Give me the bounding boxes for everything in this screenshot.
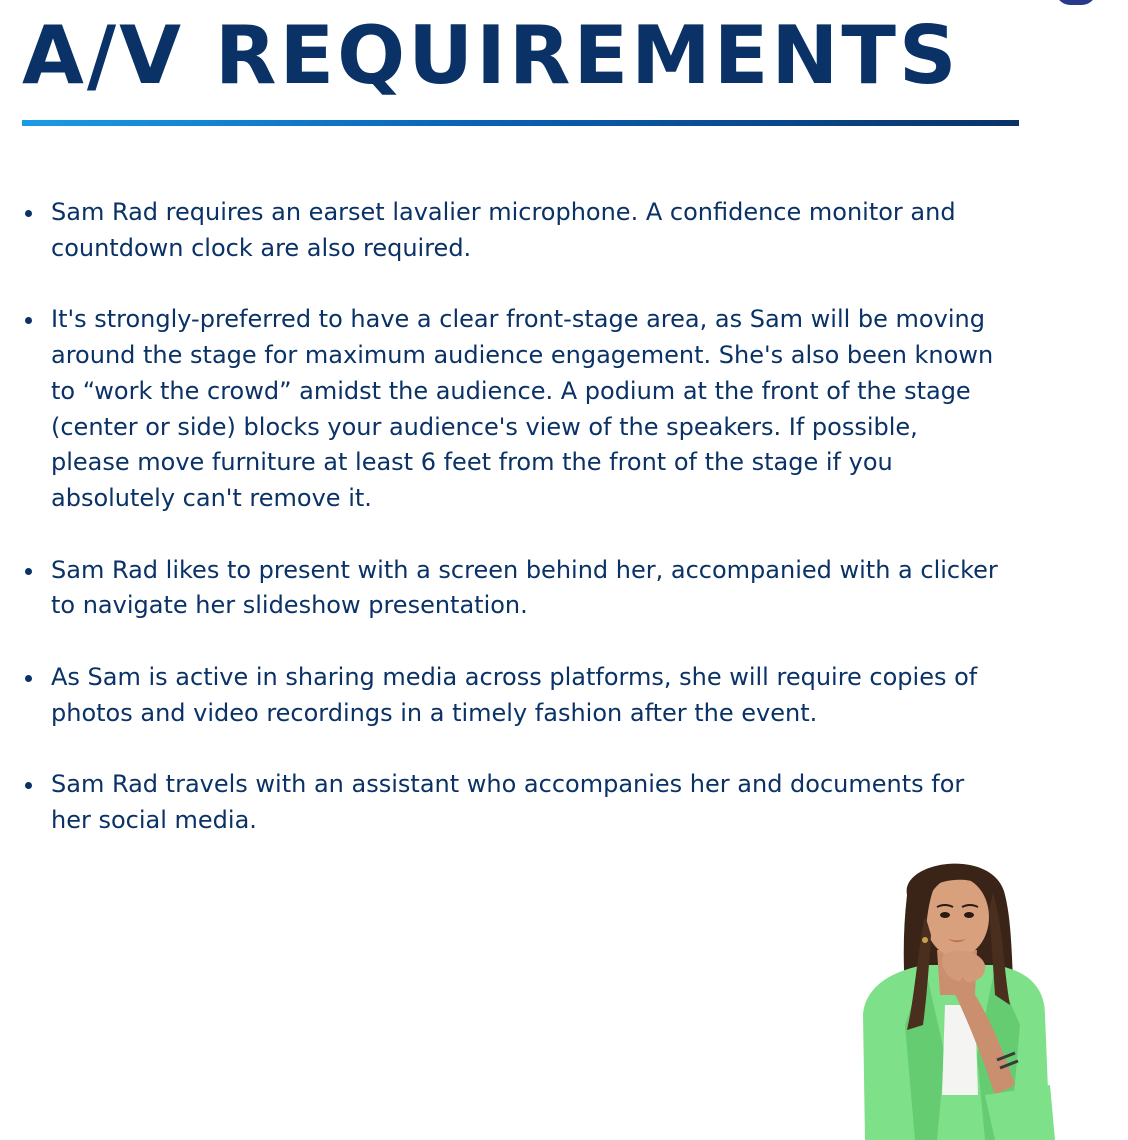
- requirements-list: [22, 195, 1002, 875]
- requirement-stage-area: It's strongly-preferred to have a clear front-stage area, as Sam will be moving around the stage for maximum audience engagement. She's also been known to “work the crowd” amidst the audience. A podium at the front of the stage (center or side) blocks your audience's view of the speakers. If possible, please move furniture at least 6 feet from the front of the stage if you absolutely can't remove it.: [22, 302, 1002, 516]
- corner-badge-icon: [1056, 0, 1096, 5]
- speaker-photo: [845, 855, 1075, 1140]
- requirement-assistant: Sam Rad travels with an assistant who accompanies her and documents for her social media.: [22, 767, 1002, 838]
- page-title: A/V REQUIREMENTS: [22, 9, 960, 102]
- title-underline: [22, 120, 1019, 126]
- requirement-microphone: Sam Rad requires an earset lavalier microphone. A confidence monitor and countdown clock are also required.: [22, 195, 1002, 266]
- requirement-media-copies: As Sam is active in sharing media across platforms, she will require copies of photos and video recordings in a timely fashion after the event.: [22, 660, 1002, 731]
- requirement-screen-clicker: Sam Rad likes to present with a screen behind her, accompanied with a clicker to navigate her slideshow presentation.: [22, 553, 1002, 624]
